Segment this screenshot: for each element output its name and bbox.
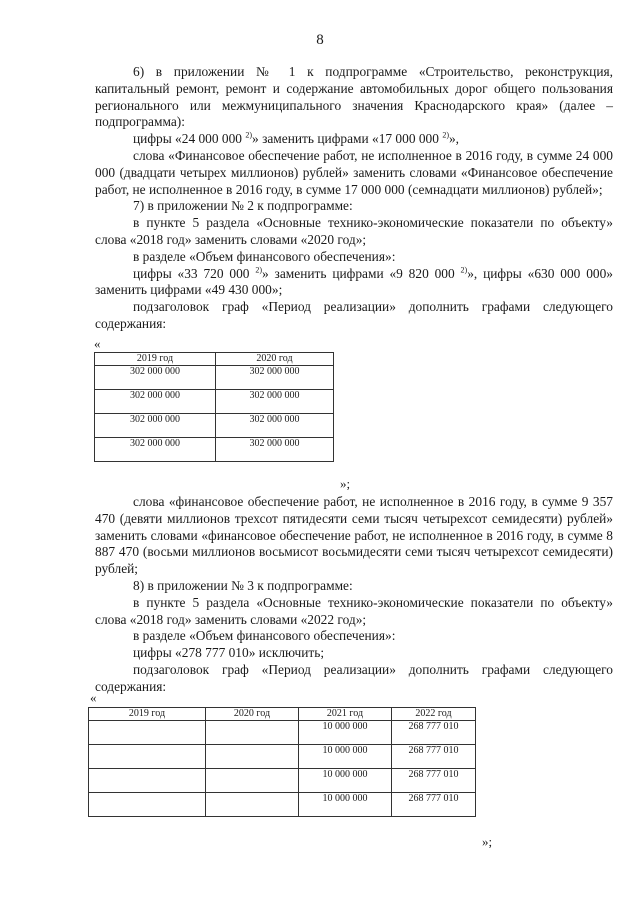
table-cell bbox=[206, 721, 299, 745]
table-cell bbox=[89, 769, 206, 793]
table-header-cell: 2019 год bbox=[95, 353, 216, 366]
table-cell: 268 777 010 bbox=[392, 769, 476, 793]
table-header-row bbox=[89, 708, 476, 721]
item8-paragraph-1: 8) в приложении № 3 к подпрограмме: bbox=[133, 577, 353, 593]
table-header-cell: 2022 год bbox=[392, 708, 476, 721]
item7-paragraph-2: в пункте 5 раздела «Основные технико-экономические показатели по объекту» слова «2018 год» заменить словами «2020 год»; bbox=[95, 215, 613, 247]
table1-open-quote: « bbox=[94, 336, 101, 351]
item7-paragraph-5: подзаголовок граф «Период реализации» дополнить графами следующего содержания: bbox=[95, 299, 613, 331]
table-row bbox=[95, 414, 334, 438]
table-cell: 302 000 000 bbox=[216, 390, 334, 414]
table-item8 bbox=[88, 707, 476, 817]
item6-paragraph-3: слова «Финансовое обеспечение работ, не исполненное в 2016 году, в сумме 24 000 000 (двадцати четырех миллионов) рублей» заменить словами «Финансовое обеспечение работ, не исполненное в 2016 году, в сумме 17 000 000 (семнадцати миллионов) рублей»; bbox=[95, 147, 613, 197]
table-cell: 302 000 000 bbox=[216, 438, 334, 462]
table-cell: 10 000 000 bbox=[299, 793, 392, 817]
item8-paragraph-5: подзаголовок граф «Период реализации» дополнить графами следующего содержания: bbox=[95, 661, 613, 694]
table-row bbox=[89, 745, 476, 769]
table-cell: 302 000 000 bbox=[95, 414, 216, 438]
table-cell: 302 000 000 bbox=[95, 390, 216, 414]
item7-paragraph-6: слова «финансовое обеспечение работ, не исполненное в 2016 году, в сумме 9 357 470 (девяти миллионов трехсот пятидесяти семи тысяч четырехсот семидесяти) рублей» заменить словами «финансовое обеспечение работ, не исполненное в 2016 году, в сумме 8 887 470 (восьми миллионов восьмисот восьмидесяти семи тысяч четырехсот семидесяти) рублей; bbox=[95, 494, 613, 577]
table-cell bbox=[206, 793, 299, 817]
item8-paragraph-2: в пункте 5 раздела «Основные технико-экономические показатели по объекту» слова «2018 год» заменить словами «2022 год»; bbox=[95, 594, 613, 627]
page-number: 8 bbox=[316, 32, 324, 48]
section-item-6-7 bbox=[95, 64, 613, 333]
item7-paragraph-4: цифры «33 720 000 $^{2)}$» заменить цифрами «9 820 000 $^{2)}$», цифры «630 000 000» заменить цифрами «49 430 000»; bbox=[95, 265, 613, 298]
table-cell: 10 000 000 bbox=[299, 721, 392, 745]
item8-paragraph-4: цифры «278 777 010» исключить; bbox=[133, 645, 325, 661]
table-row bbox=[95, 390, 334, 414]
table-header-cell: 2019 год bbox=[89, 708, 206, 721]
table-cell: 302 000 000 bbox=[216, 414, 334, 438]
table-cell bbox=[89, 721, 206, 745]
item6-paragraph-2: цифры «24 000 000 $^{2)}$» заменить цифрами «17 000 000 $^{2)}$», bbox=[133, 130, 460, 147]
item6-paragraph-1: 6) в приложении № 1 к подпрограмме «Строительство, реконструкция, капитальный ремонт, ремонт и содержание автомобильных дорог общего пользования регионального или межмуниципального значения Краснодарского края» (далее – подпрограмма): bbox=[95, 64, 613, 130]
table-item7 bbox=[94, 352, 334, 462]
table2-open-quote: « bbox=[90, 690, 97, 705]
table-row bbox=[89, 793, 476, 817]
table-cell bbox=[206, 745, 299, 769]
table-cell bbox=[89, 745, 206, 769]
table-cell: 268 777 010 bbox=[392, 721, 476, 745]
table2-close-quote: »; bbox=[482, 834, 493, 849]
item7-paragraph-1: 7) в приложении № 2 к подпрограмме: bbox=[133, 198, 353, 214]
table-row bbox=[89, 769, 476, 793]
table-cell: 302 000 000 bbox=[95, 366, 216, 390]
table-header-row bbox=[95, 353, 334, 366]
table-header-cell: 2020 год bbox=[216, 353, 334, 366]
table-row bbox=[89, 721, 476, 745]
table-cell bbox=[89, 793, 206, 817]
table-cell: 302 000 000 bbox=[95, 438, 216, 462]
table-cell bbox=[206, 769, 299, 793]
table-cell: 268 777 010 bbox=[392, 745, 476, 769]
item8-paragraph-3: в разделе «Объем финансового обеспечения»: bbox=[133, 628, 396, 644]
table-cell: 302 000 000 bbox=[216, 366, 334, 390]
section-item-7-8 bbox=[95, 494, 613, 696]
table-header-cell: 2021 год bbox=[299, 708, 392, 721]
table-row bbox=[95, 438, 334, 462]
table-cell: 10 000 000 bbox=[299, 769, 392, 793]
table-header-cell: 2020 год bbox=[206, 708, 299, 721]
table-cell: 268 777 010 bbox=[392, 793, 476, 817]
table-row bbox=[95, 366, 334, 390]
table1-close-quote: »; bbox=[340, 476, 351, 491]
item7-paragraph-3: в разделе «Объем финансового обеспечения»: bbox=[133, 248, 396, 264]
table-cell: 10 000 000 bbox=[299, 745, 392, 769]
